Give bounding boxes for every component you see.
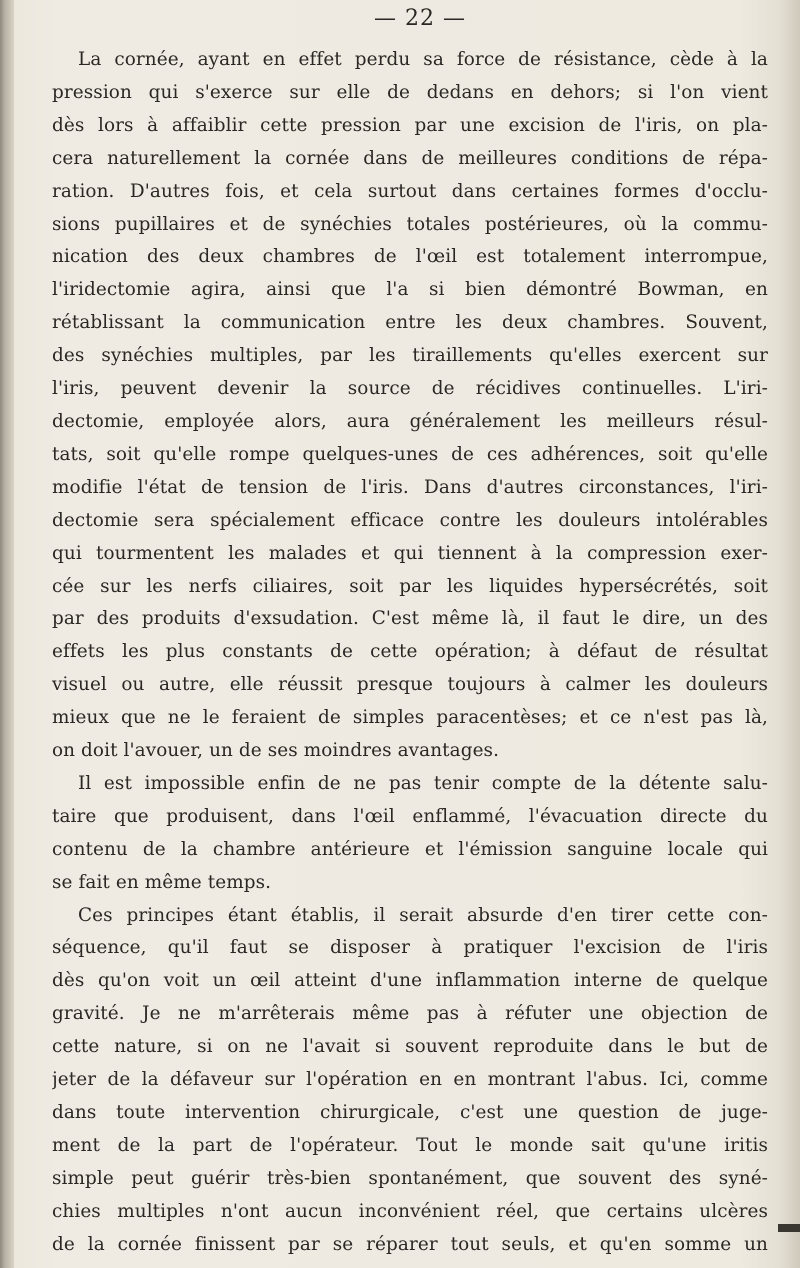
text-line: sions pupillaires et de synéchies totales postérieures, où la commu-: [52, 213, 768, 235]
text-line: tats, soit qu'elle rompe quelques-unes de ces adhérences, soit qu'elle: [52, 443, 768, 465]
text-line: visuel ou autre, elle réussit presque toujours à calmer les douleurs: [52, 674, 768, 696]
text-line: dans toute intervention chirurgicale, c'est une question de juge-: [52, 1102, 768, 1123]
text-line: cée sur les nerfs ciliaires, soit par les liquides hypersécrétés, soit: [52, 575, 768, 597]
text-line: cera naturellement la cornée dans de meilleures conditions de répa-: [52, 147, 768, 169]
text-line: La cornée, ayant en effet perdu sa force de résistance, cède à la: [78, 49, 768, 70]
text-line: l'iris, peuvent devenir la source de récidives continuelles. L'iri-: [52, 378, 768, 400]
text-line: effets les plus constants de cette opération; à défaut de résultat: [52, 641, 768, 663]
text-line: de la cornée finissent par se réparer tout seuls, et qu'en somme un: [52, 1233, 768, 1255]
text-line: se fait en même temps.: [52, 871, 272, 893]
edge-mark: [778, 1224, 800, 1232]
text-line: modifie l'état de tension de l'iris. Dans d'autres circonstances, l'iri-: [52, 476, 768, 498]
text-line: Ces principes étant établis, il serait absurde d'en tirer cette con-: [78, 904, 768, 926]
text-line: Il est impossible enfin de ne pas tenir compte de la détente salu-: [78, 772, 768, 794]
text-line: par des produits d'exsudation. C'est même là, il faut le dire, un des: [52, 608, 768, 630]
text-line: dès qu'on voit un œil atteint d'une inflammation interne de quelque: [52, 970, 768, 992]
text-line: qui tourmentent les malades et qui tiennent à la compression exer-: [52, 542, 768, 564]
text-line: ment de la part de l'opérateur. Tout le monde sait qu'une iritis: [52, 1134, 768, 1156]
text-line: séquence, qu'il faut se disposer à pratiquer l'excision de l'iris: [52, 937, 768, 959]
body-text: [52, 44, 768, 1262]
text-line: nication des deux chambres de l'œil est totalement interrompue,: [52, 246, 768, 268]
text-line: dectomie, employée alors, aura généralement les meilleurs résul-: [52, 410, 768, 432]
text-line: ration. D'autres fois, et cela surtout dans certaines formes d'occlu-: [52, 180, 768, 202]
text-line: on doit l'avouer, un de ses moindres avantages.: [52, 740, 500, 762]
text-line: contenu de la chambre antérieure et l'émission sanguine locale qui: [52, 838, 768, 860]
text-line: des synéchies multiples, par les tiraillements qu'elles exercent sur: [52, 345, 768, 367]
text-line: mieux que ne le feraient de simples paracentèses; et ce n'est pas là,: [52, 707, 768, 729]
binding-shadow: [0, 0, 14, 1268]
text-line: chies multiples n'ont aucun inconvénient réel, que certains ulcères: [52, 1200, 768, 1222]
text-line: cette nature, si on ne l'avait si souvent reproduite dans le but de: [52, 1036, 768, 1058]
text-line: dectomie sera spécialement efficace contre les douleurs intolérables: [52, 509, 768, 531]
page-number: — 22 —: [374, 6, 466, 31]
text-line: dès lors à affaiblir cette pression par une excision de l'iris, on pla-: [52, 114, 768, 136]
text-line: simple peut guérir très-bien spontanément, que souvent des syné-: [52, 1167, 768, 1189]
text-line: rétablissant la communication entre les deux chambres. Souvent,: [52, 312, 768, 334]
text-line: pression qui s'exerce sur elle de dedans en dehors; si l'on vient: [52, 81, 768, 103]
text-line: l'iridectomie agira, ainsi que l'a si bien démontré Bowman, en: [52, 279, 768, 301]
text-line: taire que produisent, dans l'œil enflammé, l'évacuation directe du: [52, 805, 768, 827]
text-line: jeter de la défaveur sur l'opération en en montrant l'abus. Ici, comme: [52, 1069, 768, 1091]
text-line: gravité. Je ne m'arrêterais même pas à réfuter une objection de: [52, 1003, 768, 1025]
